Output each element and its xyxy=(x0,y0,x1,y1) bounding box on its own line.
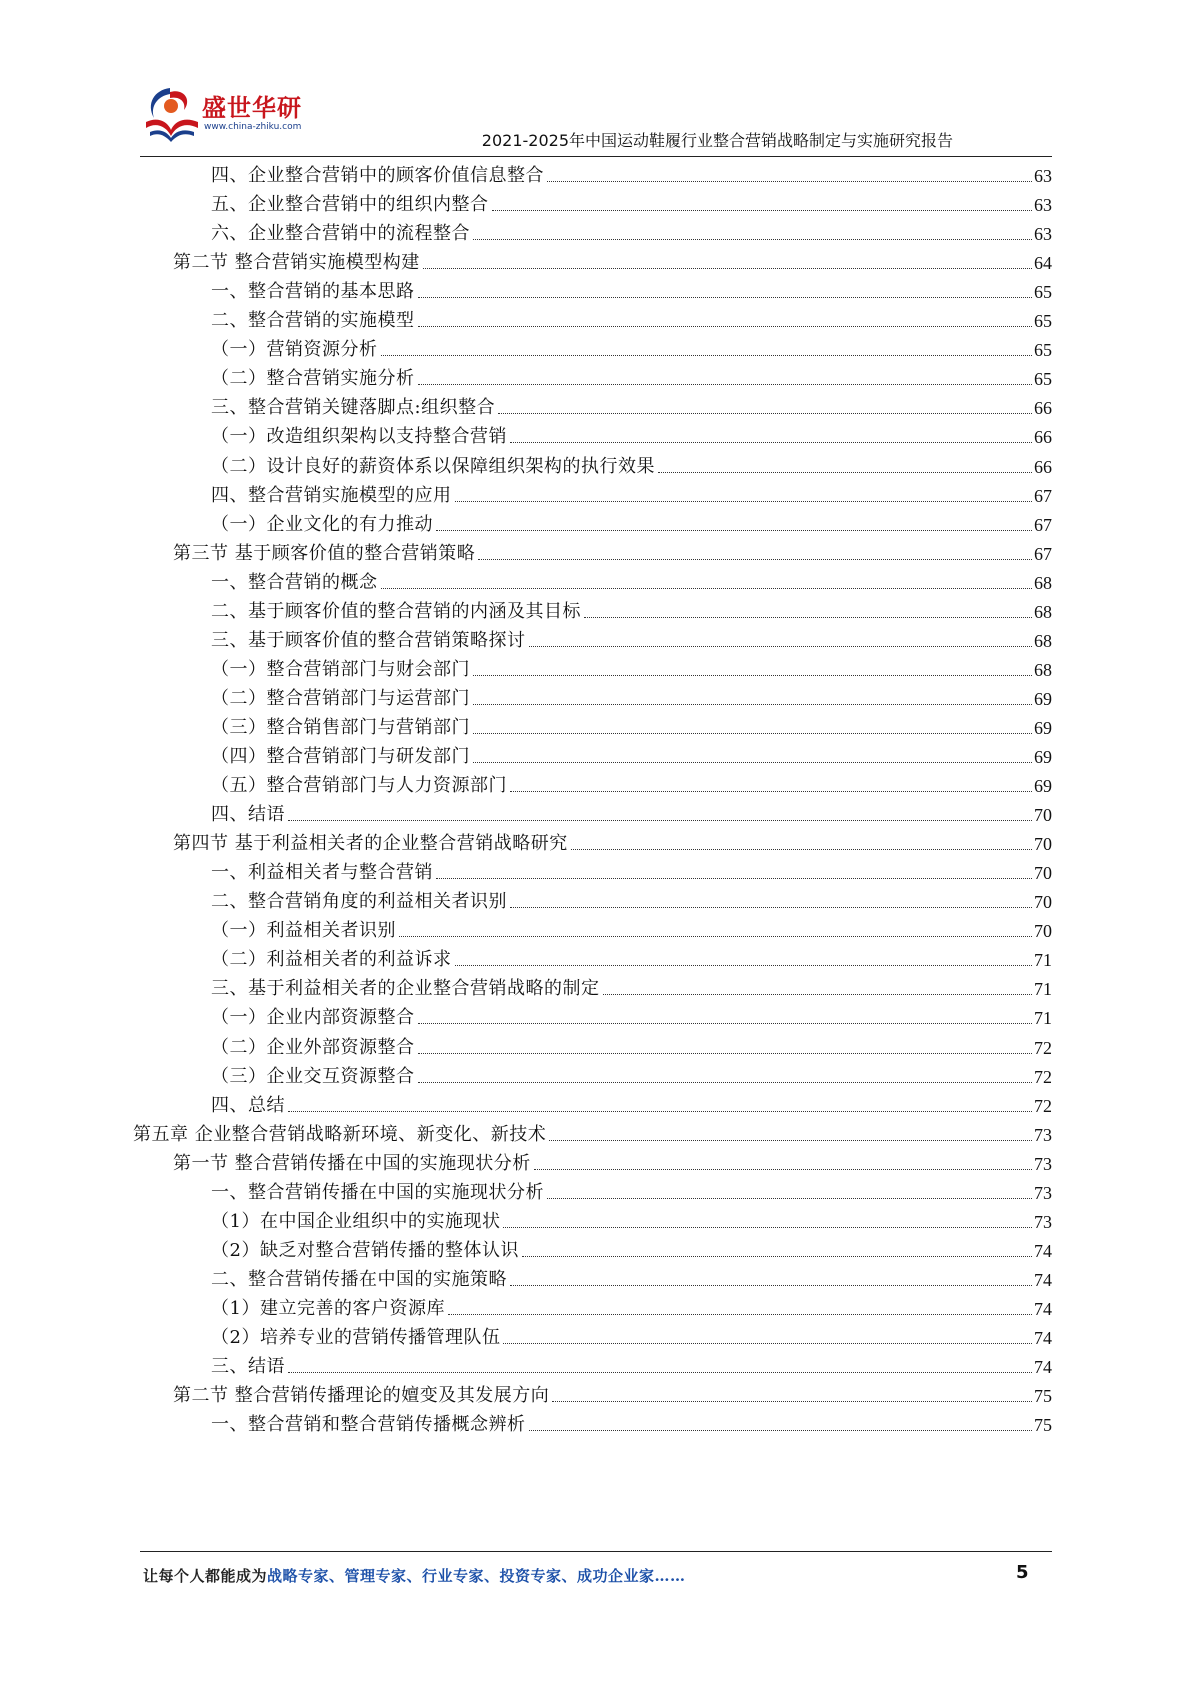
page-number: 5 xyxy=(1016,1562,1029,1583)
toc-leader-dots xyxy=(549,1140,1032,1141)
toc-entry-page: 69 xyxy=(1034,688,1052,709)
toc-entry-page: 71 xyxy=(1034,1008,1052,1029)
company-logo xyxy=(140,82,340,144)
toc-entry[interactable] xyxy=(173,1380,1052,1411)
toc-entry-page: 65 xyxy=(1034,282,1052,303)
toc-entry[interactable] xyxy=(211,625,1052,656)
toc-entry-page: 74 xyxy=(1034,1240,1052,1261)
toc-entry[interactable] xyxy=(211,944,1052,975)
toc-entry-page: 69 xyxy=(1034,717,1052,738)
logo-url: www.china-zhiku.com xyxy=(204,122,302,132)
toc-entry-title: 四、总结 xyxy=(211,1094,285,1116)
toc-entry-title: （一）利益相关者识别 xyxy=(211,920,396,942)
toc-entry-title: 五、企业整合营销中的组织内整合 xyxy=(211,194,489,216)
toc-leader-dots xyxy=(418,1082,1033,1083)
toc-entry-page: 67 xyxy=(1034,485,1052,506)
toc-entry-page: 67 xyxy=(1034,543,1052,564)
toc-leader-dots xyxy=(492,210,1033,211)
toc-entry-page: 68 xyxy=(1034,601,1052,622)
toc-entry-title: 三、基于顾客价值的整合营销策略探讨 xyxy=(211,629,526,651)
toc-leader-dots xyxy=(399,936,1032,937)
toc-entry-title: 一、利益相关者与整合营销 xyxy=(211,862,433,884)
toc-leader-dots xyxy=(534,1169,1032,1170)
toc-leader-dots xyxy=(473,762,1032,763)
toc-entry-title: 第四节 基于利益相关者的企业整合营销战略研究 xyxy=(173,833,568,855)
footer-divider xyxy=(140,1551,1052,1552)
toc-entry[interactable] xyxy=(211,451,1052,482)
toc-entry[interactable] xyxy=(211,567,1052,598)
toc-leader-dots xyxy=(603,994,1033,995)
toc-entry[interactable] xyxy=(211,799,1052,830)
toc-leader-dots xyxy=(658,472,1032,473)
toc-entry-page: 68 xyxy=(1034,630,1052,651)
toc-entry-page: 72 xyxy=(1034,1037,1052,1058)
toc-entry-title: 一、整合营销的概念 xyxy=(211,571,378,593)
toc-entry-title: （1）在中国企业组织中的实施现状 xyxy=(211,1210,501,1232)
toc-entry[interactable] xyxy=(211,712,1052,743)
toc-entry[interactable] xyxy=(211,857,1052,888)
toc-entry[interactable] xyxy=(211,421,1052,452)
toc-entry[interactable] xyxy=(173,1148,1052,1179)
toc-leader-dots xyxy=(503,1227,1032,1228)
toc-entry[interactable] xyxy=(211,973,1052,1004)
toc-entry-title: （一）营销资源分析 xyxy=(211,339,378,361)
toc-entry[interactable] xyxy=(211,683,1052,714)
toc-entry-title: 二、整合营销角度的利益相关者识别 xyxy=(211,891,507,913)
toc-entry-title: （二）利益相关者的利益诉求 xyxy=(211,949,452,971)
toc-entry-title: 二、基于顾客价值的整合营销的内涵及其目标 xyxy=(211,600,581,622)
toc-entry-title: （1）建立完善的客户资源库 xyxy=(211,1297,445,1319)
toc-entry-page: 63 xyxy=(1034,195,1052,216)
slogan-prefix: 让每个人都能成为 xyxy=(143,1567,268,1585)
logo-emblem-icon xyxy=(140,82,202,144)
toc-entry-title: 第五章 企业整合营销战略新环境、新变化、新技术 xyxy=(133,1123,547,1145)
toc-entry-page: 70 xyxy=(1034,834,1052,855)
toc-entry-page: 75 xyxy=(1034,1386,1052,1407)
toc-entry[interactable] xyxy=(211,160,1052,191)
toc-entry-title: （2）缺乏对整合营销传播的整体认识 xyxy=(211,1239,519,1261)
toc-entry-title: 一、整合营销的基本思路 xyxy=(211,281,415,303)
toc-leader-dots xyxy=(473,675,1032,676)
toc-entry-page: 64 xyxy=(1034,253,1052,274)
toc-entry[interactable] xyxy=(211,1206,1052,1237)
toc-entry-page: 72 xyxy=(1034,1095,1052,1116)
toc-leader-dots xyxy=(381,355,1033,356)
slogan-emphasis: 战略专家、管理专家、行业专家、投资专家、成功企业家…… xyxy=(267,1567,686,1585)
toc-entry[interactable] xyxy=(211,480,1052,511)
toc-leader-dots xyxy=(478,559,1032,560)
toc-entry[interactable] xyxy=(211,1177,1052,1208)
toc-entry-title: （一）整合营销部门与财会部门 xyxy=(211,658,470,680)
toc-leader-dots xyxy=(418,1023,1033,1024)
toc-entry-page: 65 xyxy=(1034,311,1052,332)
toc-leader-dots xyxy=(529,1430,1033,1431)
toc-leader-dots xyxy=(584,617,1032,618)
toc-entry-title: （二）设计良好的薪资体系以保障组织架构的执行效果 xyxy=(211,455,655,477)
toc-leader-dots xyxy=(473,733,1032,734)
toc-entry[interactable] xyxy=(173,538,1052,569)
toc-entry-page: 63 xyxy=(1034,224,1052,245)
toc-entry-title: （三）整合销售部门与营销部门 xyxy=(211,716,470,738)
toc-entry[interactable] xyxy=(211,509,1052,540)
toc-entry-page: 68 xyxy=(1034,659,1052,680)
toc-entry-page: 66 xyxy=(1034,398,1052,419)
toc-entry-page: 66 xyxy=(1034,456,1052,477)
toc-leader-dots xyxy=(448,1314,1032,1315)
toc-entry[interactable] xyxy=(211,1409,1052,1440)
toc-entry[interactable] xyxy=(211,189,1052,220)
toc-entry-title: 第二节 整合营销传播理论的嬗变及其发展方向 xyxy=(173,1385,550,1407)
toc-leader-dots xyxy=(455,501,1033,502)
toc-entry-title: 四、企业整合营销中的顾客价值信息整合 xyxy=(211,165,544,186)
toc-leader-dots xyxy=(418,384,1033,385)
toc-entry-title: （二）整合营销实施分析 xyxy=(211,368,415,390)
toc-leader-dots xyxy=(529,646,1033,647)
toc-entry-page: 73 xyxy=(1034,1211,1052,1232)
toc-entry-title: 四、结语 xyxy=(211,804,285,826)
toc-entry[interactable] xyxy=(211,596,1052,627)
toc-entry-title: （二）企业外部资源整合 xyxy=(211,1036,415,1058)
toc-leader-dots xyxy=(571,849,1032,850)
toc-entry-page: 67 xyxy=(1034,514,1052,535)
toc-entry-page: 71 xyxy=(1034,950,1052,971)
toc-entry[interactable] xyxy=(211,654,1052,685)
toc-leader-dots xyxy=(510,791,1032,792)
toc-entry[interactable] xyxy=(211,218,1052,249)
toc-leader-dots xyxy=(510,442,1032,443)
toc-entry-page: 70 xyxy=(1034,863,1052,884)
toc-entry[interactable] xyxy=(211,334,1052,365)
toc-leader-dots xyxy=(418,1053,1033,1054)
toc-entry[interactable] xyxy=(211,1351,1052,1382)
toc-entry[interactable] xyxy=(211,276,1052,307)
toc-entry-title: （一）改造组织架构以支持整合营销 xyxy=(211,426,507,448)
toc-leader-dots xyxy=(436,530,1032,531)
toc-entry-page: 74 xyxy=(1034,1298,1052,1319)
toc-entry-title: （二）整合营销部门与运营部门 xyxy=(211,687,470,709)
toc-entry-page: 70 xyxy=(1034,921,1052,942)
toc-entry-title: 二、整合营销传播在中国的实施策略 xyxy=(211,1268,507,1290)
toc-entry[interactable] xyxy=(211,1264,1052,1295)
toc-entry-page: 68 xyxy=(1034,572,1052,593)
toc-entry-page: 70 xyxy=(1034,892,1052,913)
toc-leader-dots xyxy=(510,1285,1032,1286)
toc-entry-page: 69 xyxy=(1034,747,1052,767)
header-divider xyxy=(140,156,1052,157)
toc-entry-title: （四）整合营销部门与研发部门 xyxy=(211,746,470,767)
toc-entry-page: 74 xyxy=(1034,1269,1052,1290)
toc-leader-dots xyxy=(473,704,1032,705)
toc-leader-dots xyxy=(455,965,1033,966)
toc-entry-title: 第二节 整合营销实施模型构建 xyxy=(173,252,420,274)
toc-entry[interactable] xyxy=(211,886,1052,917)
toc-entry[interactable] xyxy=(211,1090,1052,1121)
toc-entry-page: 65 xyxy=(1034,340,1052,361)
report-title: 2021-2025年中国运动鞋履行业整合营销战略制定与实施研究报告 xyxy=(481,131,953,150)
toc-leader-dots xyxy=(522,1256,1032,1257)
toc-entry-page: 72 xyxy=(1034,1066,1052,1087)
toc-entry-page: 65 xyxy=(1034,369,1052,390)
toc-entry[interactable] xyxy=(211,915,1052,946)
toc-leader-dots xyxy=(381,588,1033,589)
toc-leader-dots xyxy=(423,268,1032,269)
toc-entry-page: 66 xyxy=(1034,427,1052,448)
toc-leader-dots xyxy=(503,1343,1032,1344)
toc-entry-title: 一、整合营销和整合营销传播概念辨析 xyxy=(211,1414,526,1436)
toc-entry-page: 71 xyxy=(1034,979,1052,1000)
toc-entry-page: 63 xyxy=(1034,166,1052,186)
toc-entry[interactable] xyxy=(211,392,1052,423)
toc-entry-page: 74 xyxy=(1034,1357,1052,1378)
toc-entry[interactable] xyxy=(211,1032,1052,1063)
toc-leader-dots xyxy=(547,1198,1032,1199)
toc-leader-dots xyxy=(288,820,1032,821)
toc-entry-page: 75 xyxy=(1034,1415,1052,1436)
toc-entry[interactable] xyxy=(133,1119,1052,1150)
toc-entry[interactable] xyxy=(211,1002,1052,1033)
toc-entry-title: 四、整合营销实施模型的应用 xyxy=(211,484,452,506)
toc-entry-page: 74 xyxy=(1034,1328,1052,1348)
toc-entry-page: 69 xyxy=(1034,776,1052,797)
toc-entry[interactable] xyxy=(211,1061,1052,1092)
toc-entry-title: （一）企业文化的有力推动 xyxy=(211,513,433,535)
toc-entry-title: （2）培养专业的营销传播管理队伍 xyxy=(211,1327,501,1348)
toc-entry-page: 73 xyxy=(1034,1153,1052,1174)
toc-entry[interactable] xyxy=(211,741,1052,772)
toc-entry-page: 73 xyxy=(1034,1124,1052,1145)
toc-entry[interactable] xyxy=(211,305,1052,336)
toc-entry-title: 三、结语 xyxy=(211,1356,285,1378)
toc-entry-title: 第三节 基于顾客价值的整合营销策略 xyxy=(173,542,476,564)
toc-entry-title: （三）企业交互资源整合 xyxy=(211,1065,415,1087)
toc-leader-dots xyxy=(288,1111,1032,1112)
toc-entry-title: 一、整合营销传播在中国的实施现状分析 xyxy=(211,1181,544,1203)
toc-entry[interactable] xyxy=(211,770,1052,801)
toc-leader-dots xyxy=(288,1372,1032,1373)
toc-entry[interactable] xyxy=(211,363,1052,394)
toc-leader-dots xyxy=(418,326,1033,327)
toc-entry-title: 第一节 整合营销传播在中国的实施现状分析 xyxy=(173,1152,531,1174)
toc-leader-dots xyxy=(436,878,1032,879)
toc-leader-dots xyxy=(510,907,1032,908)
toc-entry-title: 二、整合营销的实施模型 xyxy=(211,310,415,332)
toc-entry[interactable] xyxy=(173,247,1052,278)
toc-leader-dots xyxy=(547,181,1032,182)
toc-entry-page: 70 xyxy=(1034,805,1052,826)
toc-entry[interactable] xyxy=(173,828,1052,859)
toc-entry-title: （一）企业内部资源整合 xyxy=(211,1007,415,1029)
toc-entry[interactable] xyxy=(211,1293,1052,1324)
toc-entry-page: 73 xyxy=(1034,1182,1052,1203)
toc-entry-title: 三、整合营销关键落脚点:组织整合 xyxy=(211,397,496,419)
toc-entry-title: 三、基于利益相关者的企业整合营销战略的制定 xyxy=(211,978,600,1000)
toc-entry[interactable] xyxy=(211,1235,1052,1266)
footer-slogan xyxy=(143,1565,686,1586)
logo-name: 盛世华研 xyxy=(202,94,302,122)
toc-leader-dots xyxy=(498,413,1032,414)
toc-entry[interactable] xyxy=(211,1322,1052,1353)
toc-entry-title: （五）整合营销部门与人力资源部门 xyxy=(211,775,507,797)
toc-leader-dots xyxy=(552,1401,1032,1402)
toc-leader-dots xyxy=(418,297,1033,298)
toc-entry-title: 六、企业整合营销中的流程整合 xyxy=(211,223,470,245)
toc-leader-dots xyxy=(473,239,1032,240)
